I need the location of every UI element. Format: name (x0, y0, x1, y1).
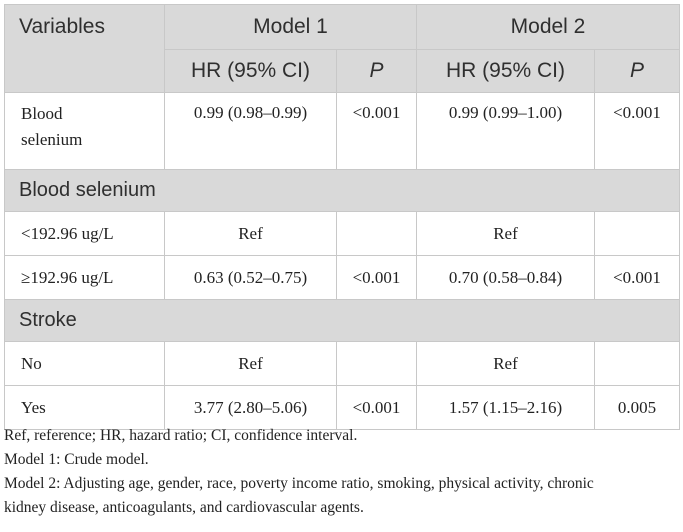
header-m1-hr: HR (95% CI) (165, 50, 337, 93)
m2-p-cell (595, 212, 680, 256)
footnote-model-2-line1: Model 2: Adjusting age, gender, race, poverty income ratio, smoking, physical activity, chronic (4, 475, 594, 492)
m1-p-cell: <0.001 (337, 93, 417, 170)
header-variables: Variables (5, 5, 165, 93)
row-label-line1: Blood (21, 104, 63, 123)
m1-hr-cell: 0.63 (0.52–0.75) (165, 256, 337, 300)
header-row-1 (5, 5, 680, 50)
m2-p-cell (595, 342, 680, 386)
table-row-low (5, 212, 680, 256)
m2-hr-cell: 0.99 (0.99–1.00) (417, 93, 595, 170)
table-row-no (5, 342, 680, 386)
m1-hr-cell: 0.99 (0.98–0.99) (165, 93, 337, 170)
m1-p-cell (337, 342, 417, 386)
section-title: Stroke (5, 300, 680, 342)
row-label-line2: selenium (21, 130, 83, 149)
header-model-1: Model 1 (165, 5, 417, 50)
header-m2-p: P (595, 50, 680, 93)
m2-hr-cell: 1.57 (1.15–2.16) (417, 386, 595, 430)
table-row-yes (5, 386, 680, 430)
footnote-abbreviations: Ref, reference; HR, hazard ratio; CI, confidence interval. (4, 427, 358, 444)
footnote-model-1: Model 1: Crude model. (4, 451, 149, 468)
m2-p-cell: 0.005 (595, 386, 680, 430)
row-label: ≥192.96 ug/L (5, 256, 165, 300)
results-table (4, 4, 680, 430)
m1-hr-cell: 3.77 (2.80–5.06) (165, 386, 337, 430)
header-model-2: Model 2 (417, 5, 680, 50)
header-m2-hr: HR (95% CI) (417, 50, 595, 93)
m2-hr-cell: 0.70 (0.58–0.84) (417, 256, 595, 300)
m1-p-cell (337, 212, 417, 256)
section-title: Blood selenium (5, 170, 680, 212)
m1-p-cell: <0.001 (337, 256, 417, 300)
m1-hr-cell: Ref (165, 212, 337, 256)
table-row-high (5, 256, 680, 300)
header-m1-p: P (337, 50, 417, 93)
m1-p-cell: <0.001 (337, 386, 417, 430)
section-row-blood-selenium (5, 170, 680, 212)
row-label: No (5, 342, 165, 386)
table-row-blood-selenium (5, 93, 680, 170)
table-footnotes (4, 424, 680, 520)
row-label: Yes (5, 386, 165, 430)
section-row-stroke (5, 300, 680, 342)
m2-p-cell: <0.001 (595, 256, 680, 300)
m2-p-cell: <0.001 (595, 93, 680, 170)
footnote-model-2-line2: kidney disease, anticoagulants, and cardiovascular agents. (4, 499, 364, 516)
row-label (5, 93, 165, 170)
row-label: <192.96 ug/L (5, 212, 165, 256)
m2-hr-cell: Ref (417, 342, 595, 386)
m2-hr-cell: Ref (417, 212, 595, 256)
m1-hr-cell: Ref (165, 342, 337, 386)
